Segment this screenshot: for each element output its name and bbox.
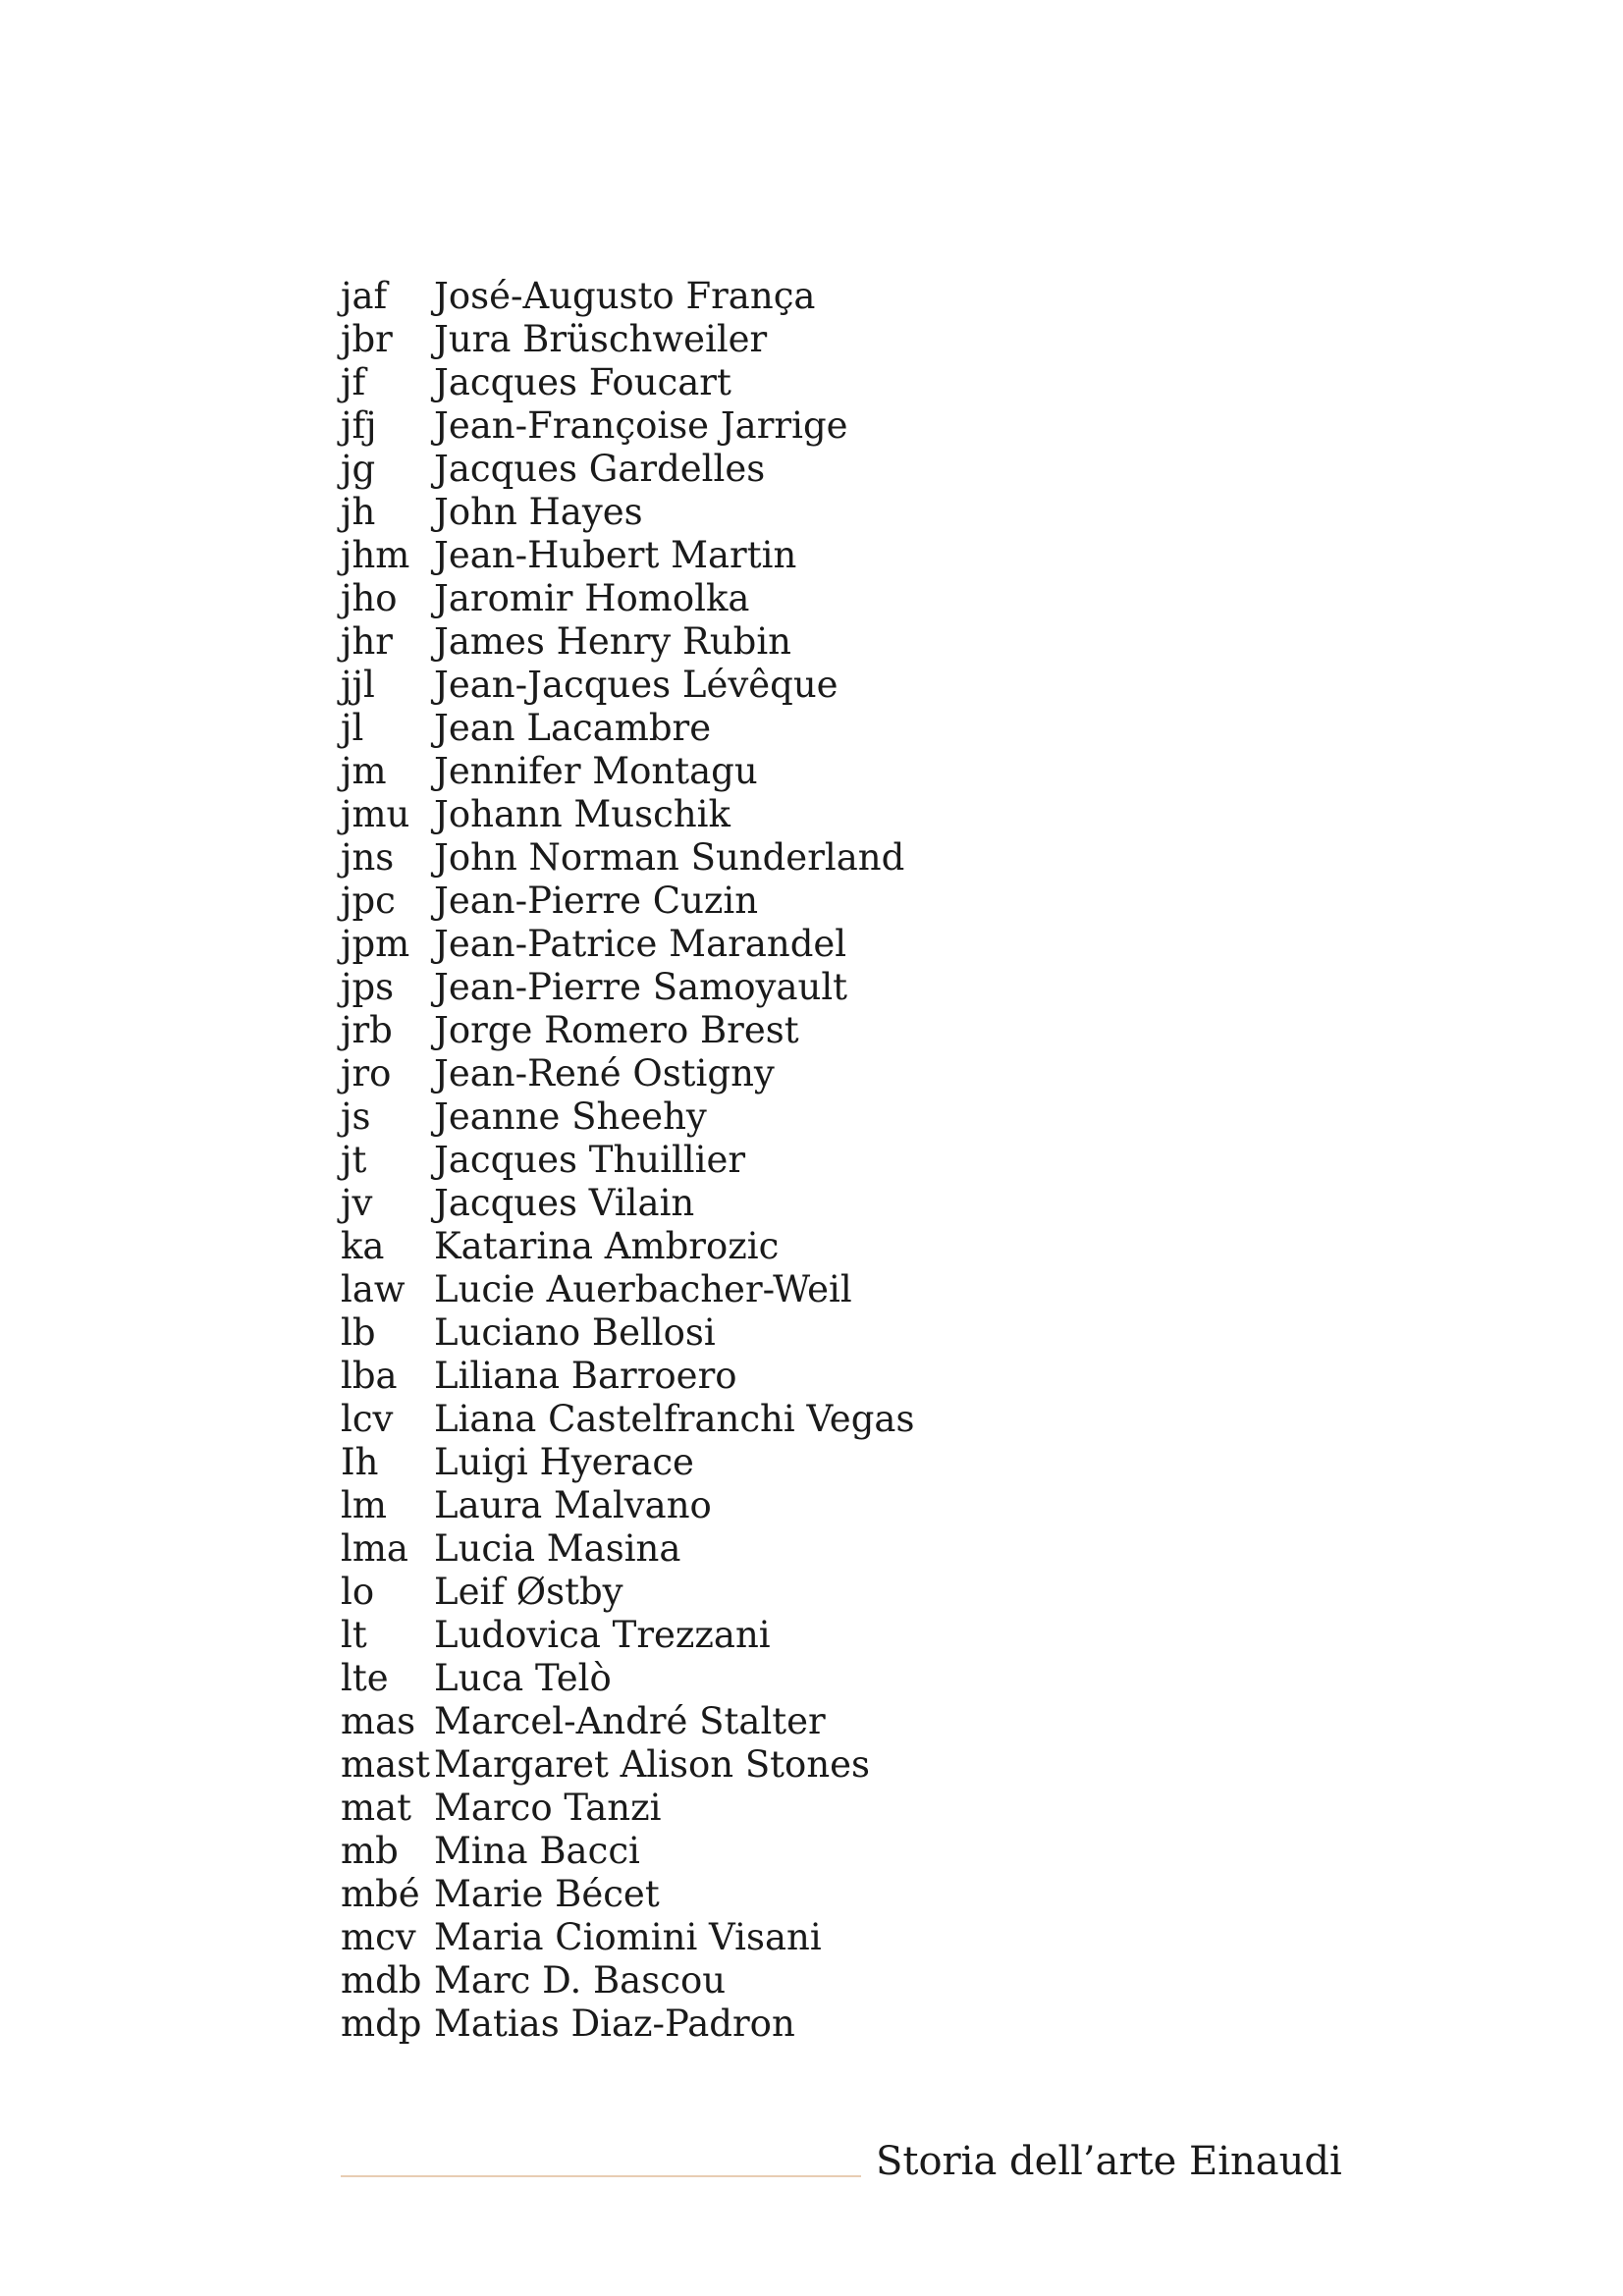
- contributor-entry: [341, 1959, 1126, 2002]
- contributor-entry: [341, 707, 1126, 750]
- contributor-abbreviation: mas: [341, 1700, 416, 1742]
- contributor-entry: [341, 620, 1126, 664]
- contributor-entry: [341, 577, 1126, 620]
- contributor-entry: [341, 534, 1126, 577]
- contributor-abbreviation: Ih: [341, 1441, 379, 1483]
- contributor-name: Liana Castelfranchi Vegas: [434, 1398, 915, 1440]
- contributor-entry: [341, 1700, 1126, 1743]
- contributor-list: [341, 275, 1126, 2046]
- contributor-entry: [341, 1657, 1126, 1700]
- contributor-name: Leif Østby: [434, 1571, 623, 1613]
- contributor-name: Mina Bacci: [434, 1830, 640, 1872]
- contributor-abbreviation: jro: [341, 1052, 392, 1095]
- contributor-name: José-Augusto França: [434, 275, 816, 317]
- contributor-abbreviation: mbé: [341, 1873, 420, 1915]
- contributor-name: Katarina Ambrozic: [434, 1225, 780, 1267]
- contributor-name: Marcel-André Stalter: [434, 1700, 826, 1742]
- contributor-name: Matias Diaz-Padron: [434, 2002, 795, 2045]
- contributor-abbreviation: jf: [341, 361, 366, 403]
- contributor-entry: [341, 1614, 1126, 1657]
- contributor-abbreviation: mcv: [341, 1916, 416, 1958]
- contributor-abbreviation: lo: [341, 1571, 375, 1613]
- contributor-name: Luigi Hyerace: [434, 1441, 694, 1483]
- contributor-abbreviation: jps: [341, 966, 395, 1008]
- contributor-entry: [341, 1398, 1126, 1441]
- contributor-name: John Hayes: [434, 491, 643, 533]
- contributor-entry: [341, 880, 1126, 923]
- contributor-entry: [341, 1787, 1126, 1830]
- contributor-entry: [341, 1095, 1126, 1139]
- contributor-entry: [341, 1527, 1126, 1571]
- contributor-name: Jean-Pierre Cuzin: [434, 880, 759, 922]
- contributor-name: Marco Tanzi: [434, 1787, 662, 1829]
- contributor-abbreviation: jhr: [341, 620, 393, 663]
- contributor-abbreviation: jfj: [341, 404, 377, 447]
- contributor-abbreviation: lte: [341, 1657, 389, 1699]
- contributor-name: Jean-Patrice Marandel: [434, 923, 847, 965]
- contributor-name: Jean-René Ostigny: [434, 1052, 775, 1095]
- contributor-abbreviation: jm: [341, 750, 387, 792]
- contributor-entry: [341, 318, 1126, 361]
- contributor-name: Marc D. Bascou: [434, 1959, 727, 2002]
- contributor-name: Jacques Vilain: [434, 1182, 695, 1224]
- page-footer: [341, 2132, 1342, 2191]
- contributor-entry: [341, 1268, 1126, 1311]
- contributor-entry: [341, 836, 1126, 880]
- contributor-name: Jean-Hubert Martin: [434, 534, 797, 576]
- contributor-abbreviation: jjl: [341, 664, 375, 706]
- contributor-name: Jennifer Montagu: [434, 750, 758, 792]
- contributor-name: Lucia Masina: [434, 1527, 681, 1570]
- contributor-entry: [341, 1484, 1126, 1527]
- contributor-abbreviation: lb: [341, 1311, 376, 1354]
- contributor-name: Margaret Alison Stones: [434, 1743, 871, 1786]
- contributor-entry: [341, 1916, 1126, 1959]
- contributor-abbreviation: jrb: [341, 1009, 393, 1051]
- contributor-name: James Henry Rubin: [434, 620, 792, 663]
- contributor-entry: [341, 1182, 1126, 1225]
- contributor-name: Jaromir Homolka: [434, 577, 750, 619]
- contributor-entry: [341, 750, 1126, 793]
- contributor-abbreviation: jpm: [341, 923, 410, 965]
- contributor-name: Jorge Romero Brest: [434, 1009, 799, 1051]
- contributor-abbreviation: mast: [341, 1743, 431, 1786]
- contributor-name: Lucie Auerbacher-Weil: [434, 1268, 852, 1310]
- contributor-entry: [341, 361, 1126, 404]
- contributor-abbreviation: mat: [341, 1787, 412, 1829]
- contributor-name: Jean-Françoise Jarrige: [434, 404, 848, 447]
- contributor-abbreviation: jh: [341, 491, 376, 533]
- contributor-abbreviation: jns: [341, 836, 395, 879]
- contributor-name: Jacques Foucart: [434, 361, 731, 403]
- contributor-entry: [341, 1052, 1126, 1095]
- contributor-abbreviation: lma: [341, 1527, 408, 1570]
- contributor-name: Liliana Barroero: [434, 1355, 737, 1397]
- contributor-entry: [341, 491, 1126, 534]
- contributor-name: Johann Muschik: [434, 793, 730, 835]
- contributor-entry: [341, 1441, 1126, 1484]
- contributor-abbreviation: js: [341, 1095, 371, 1138]
- contributor-abbreviation: jpc: [341, 880, 396, 922]
- contributor-entry: [341, 1355, 1126, 1398]
- contributor-abbreviation: jhm: [341, 534, 410, 576]
- contributor-abbreviation: jaf: [341, 275, 388, 317]
- contributor-entry: [341, 1311, 1126, 1355]
- contributor-abbreviation: jv: [341, 1182, 373, 1224]
- contributor-name: Marie Bécet: [434, 1873, 660, 1915]
- contributor-entry: [341, 404, 1126, 448]
- contributor-abbreviation: lcv: [341, 1398, 394, 1440]
- contributor-abbreviation: lba: [341, 1355, 398, 1397]
- footer-rule: [341, 2175, 861, 2177]
- contributor-entry: [341, 1009, 1126, 1052]
- contributor-entry: [341, 664, 1126, 707]
- contributor-name: Jean-Pierre Samoyault: [434, 966, 848, 1008]
- contributor-abbreviation: mb: [341, 1830, 399, 1872]
- contributor-abbreviation: jl: [341, 707, 364, 749]
- contributor-entry: [341, 1139, 1126, 1182]
- contributor-abbreviation: ka: [341, 1225, 385, 1267]
- contributor-entry: [341, 1571, 1126, 1614]
- contributor-name: Ludovica Trezzani: [434, 1614, 771, 1656]
- contributor-name: Jean Lacambre: [434, 707, 712, 749]
- contributor-abbreviation: jmu: [341, 793, 410, 835]
- contributor-name: Jeanne Sheehy: [434, 1095, 707, 1138]
- contributor-name: Jean-Jacques Lévêque: [434, 664, 839, 706]
- contributor-abbreviation: jg: [341, 448, 376, 490]
- contributor-entry: [341, 1225, 1126, 1268]
- contributor-entry: [341, 1873, 1126, 1916]
- contributor-entry: [341, 923, 1126, 966]
- contributor-entry: [341, 448, 1126, 491]
- contributor-name: Laura Malvano: [434, 1484, 712, 1526]
- contributor-entry: [341, 275, 1126, 318]
- contributor-name: Jacques Thuillier: [434, 1139, 746, 1181]
- contributor-name: Luca Telò: [434, 1657, 612, 1699]
- contributor-entry: [341, 1743, 1126, 1787]
- contributor-entry: [341, 2002, 1126, 2046]
- contributor-abbreviation: mdp: [341, 2002, 422, 2045]
- contributor-abbreviation: lm: [341, 1484, 387, 1526]
- contributor-entry: [341, 793, 1126, 836]
- contributor-entry: [341, 966, 1126, 1009]
- contributor-abbreviation: jho: [341, 577, 398, 619]
- contributor-name: Maria Ciomini Visani: [434, 1916, 822, 1958]
- contributor-name: Jura Brüschweiler: [434, 318, 768, 360]
- footer-title: Storia dell’arte Einaudi: [876, 2139, 1342, 2184]
- contributor-name: John Norman Sunderland: [434, 836, 905, 879]
- contributor-abbreviation: lt: [341, 1614, 367, 1656]
- contributor-abbreviation: law: [341, 1268, 406, 1310]
- contributor-entry: [341, 1830, 1126, 1873]
- contributor-abbreviation: jbr: [341, 318, 393, 360]
- contributor-abbreviation: mdb: [341, 1959, 422, 2002]
- contributor-abbreviation: jt: [341, 1139, 367, 1181]
- contributor-name: Jacques Gardelles: [434, 448, 766, 490]
- contributor-name: Luciano Bellosi: [434, 1311, 716, 1354]
